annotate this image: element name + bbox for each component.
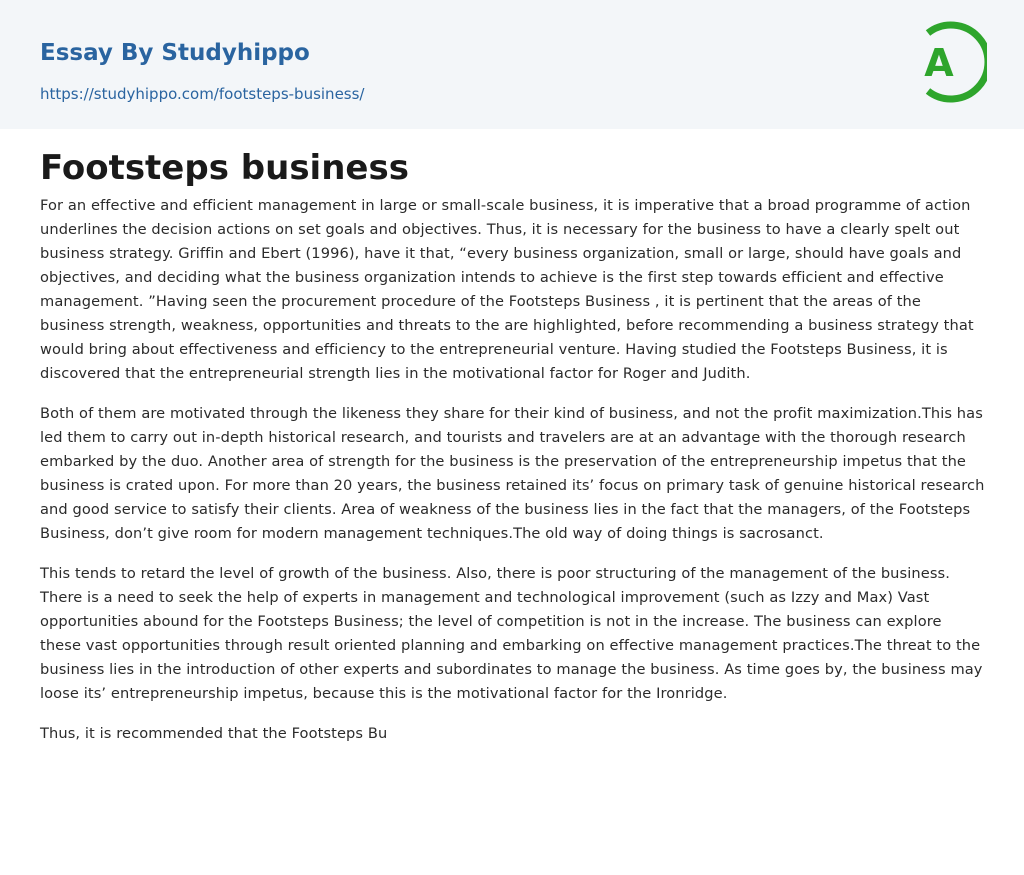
brand-title: Essay By Studyhippo — [40, 40, 310, 66]
logo-letter: A — [924, 41, 954, 85]
essay-content — [40, 146, 986, 762]
studyhippo-logo-icon[interactable] — [911, 18, 987, 106]
site-header — [0, 0, 1024, 129]
essay-url-link[interactable]: https://studyhippo.com/footsteps-business/ — [40, 85, 365, 103]
essay-paragraph-1: For an effective and efficient management in large or small-scale business, it is imperative that a broad programme of action underlines the decision actions on set goals and objectives. Thus, it is necessary for the business to have a clearly spelt out business strategy. Griffin and Ebert (1996), have it that, “every business organization, small or large, should have goals and objectives, and deciding what the business organization intends to achieve is the first step towards efficient and effective management. ”Having seen the procurement procedure of the Footsteps Business , it is pertinent that the areas of the business strength, weakness, opportunities and threats to the are highlighted, before recommending a business strategy that would bring about effectiveness and efficiency to the entrepreneurial venture. Having studied the Footsteps Business, it is discovered that the entrepreneurial strength lies in the motivational factor for Roger and Judith. — [40, 197, 974, 382]
essay-paragraph-3: This tends to retard the level of growth of the business. Also, there is poor structuring of the management of the business. There is a need to seek the help of experts in management and technological improvement (such as Izzy and Max) Vast opportunities abound for the Footsteps Business; the level of competition is not in the increase. The business can explore these vast opportunities through result oriented planning and embarking on effective management practices.The threat to the business lies in the introduction of other experts and subordinates to manage the business. As time goes by, the business may loose its’ entrepreneurship impetus, because this is the motivational factor for the Ironridge. — [40, 565, 983, 702]
essay-paragraph-2: Both of them are motivated through the likeness they share for their kind of business, and not the profit maximization.This has led them to carry out in-depth historical research, and tourists and travelers are at an advantage with the thorough research embarked by the duo. Another area of strength for the business is the preservation of the entrepreneurship impetus that the business is crated upon. For more than 20 years, the business retained its’ focus on primary task of genuine historical research and good service to satisfy their clients. Area of weakness of the business lies in the fact that the managers, of the Footsteps Business, don’t give room for modern management techniques.The old way of doing things is sacrosanct. — [40, 405, 985, 542]
essay-paragraph-4: Thus, it is recommended that the Footsteps Bu — [40, 725, 388, 742]
page-title: Footsteps business — [40, 148, 409, 188]
